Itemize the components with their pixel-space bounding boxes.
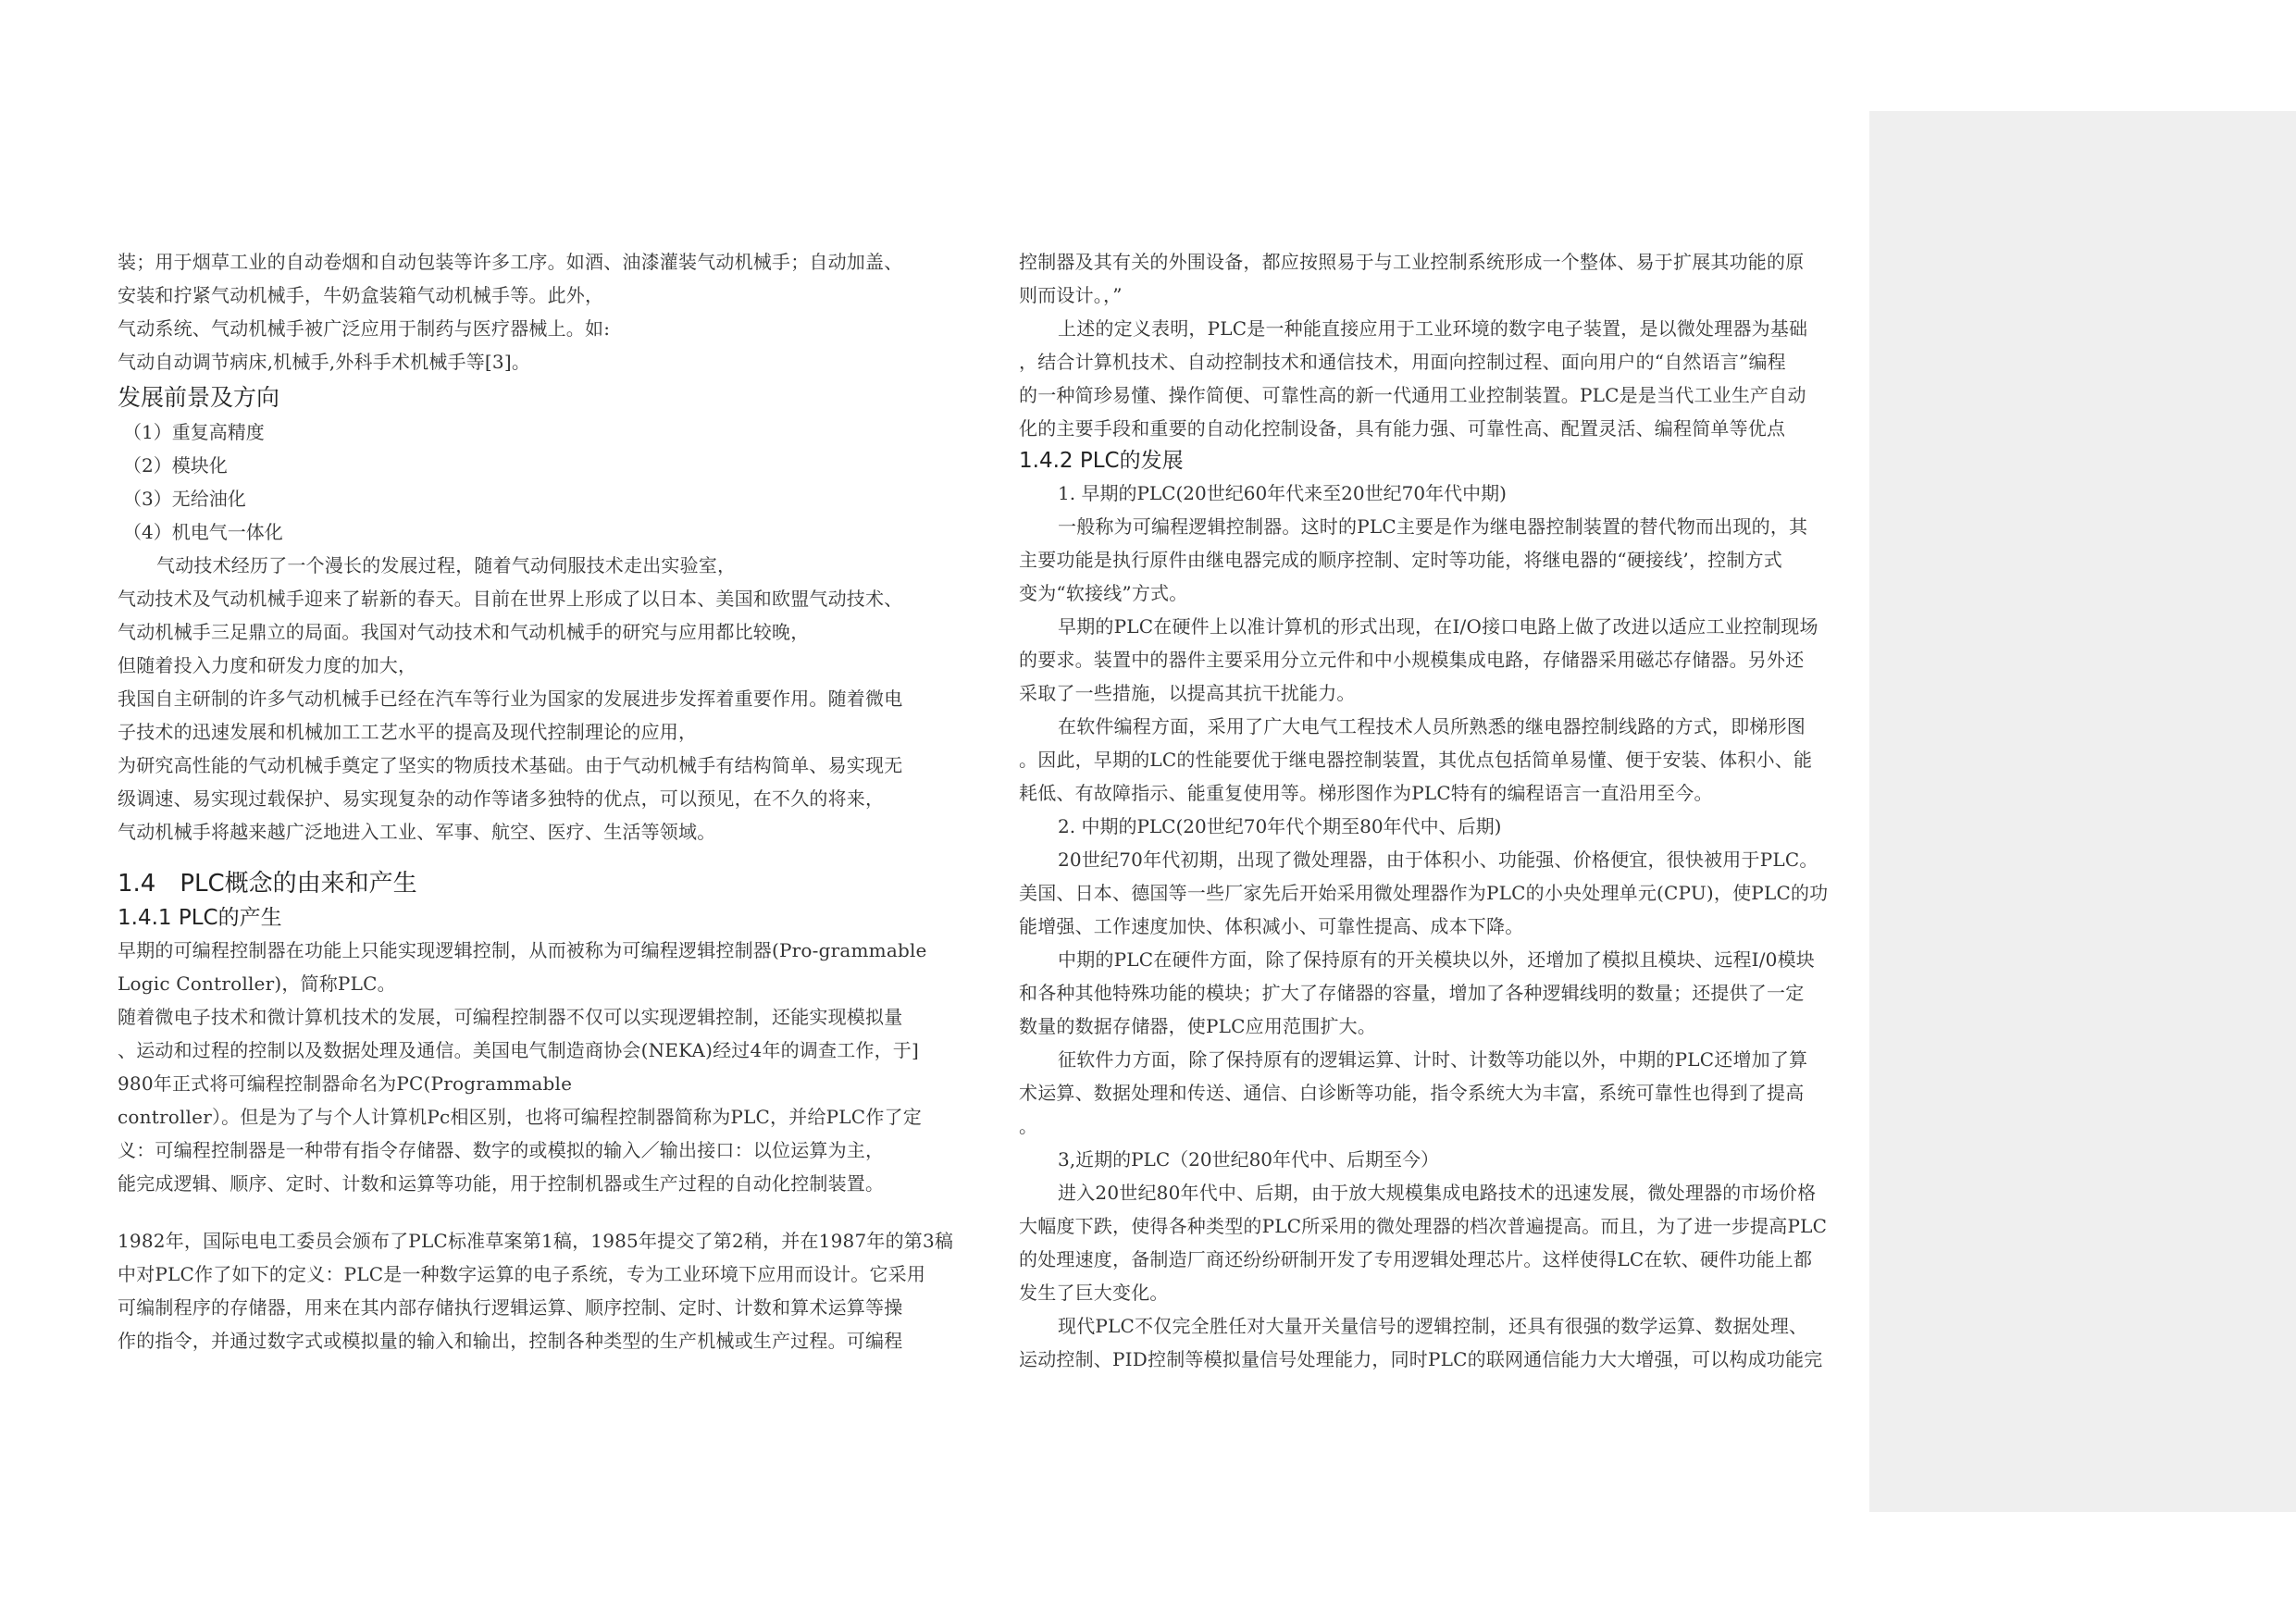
text-line: 级调速、易实现过载保护、易实现复杂的动作等诸多独特的优点，可以预见，在不久的将来， <box>118 787 885 810</box>
text-line: 980年正式将可编程控制器命名为PC(Programmable <box>118 1072 573 1095</box>
early-paragraph-3 <box>1019 710 1856 810</box>
mid-paragraph-2 <box>1019 943 1856 1043</box>
list-item: （3）无给油化 <box>123 488 246 510</box>
text-line: 早期的可编程控制器在功能上只能实现逻辑控制，从而被称为可编程逻辑控制器(Pro-grammable <box>118 939 927 961</box>
text-line: 。 <box>1019 1115 1038 1137</box>
text-line: 作的指令，并通过数字式或模拟量的输入和输出，控制各种类型的生产机械或生产过程。可编程 <box>118 1330 903 1352</box>
text-line: 子技术的迅速发展和机械加工工艺水平的提高及现代控制理论的应用， <box>118 721 698 743</box>
text-line: 能增强、工作速度加快、体积减小、可靠性提高、成本下降。 <box>1019 915 1524 937</box>
text-line: 的一种简珍易懂、操作简便、可靠性高的新一代通用工业控制装置。PLC是是当代工业生产自动 <box>1019 384 1806 406</box>
section-heading-prospects: 发展前景及方向 <box>118 384 280 411</box>
text-line: 采取了一些措施，以提高其抗干扰能力。 <box>1019 682 1356 704</box>
text-line: 和各种其他特殊功能的模块；扩大了存储器的容量，增加了各种逻辑线明的数量；还提供了一定 <box>1019 982 1805 1004</box>
text-line: 现代PLC不仅完全胜任对大量开关量信号的逻辑控制，还具有很强的数学运算、数据处理、 <box>1058 1315 1808 1337</box>
pneumatic-paragraph <box>118 549 956 849</box>
prospects-list <box>118 415 956 549</box>
text-line: 我国自主研制的许多气动机械手已经在汽车等行业为国家的发展进步发挥着重要作用。随着微电 <box>118 688 903 710</box>
intro-block <box>118 245 956 378</box>
text-line: 但随着投入力度和研发力度的加大， <box>118 654 417 676</box>
section-heading-1-4-2: 1.4.2 PLC的发展 <box>1019 449 1184 473</box>
text-line: 。因此，早期的LC的性能要优于继电器控制装置，其优点包括简单易懂、便于安装、体积小、能 <box>1019 749 1813 771</box>
text-line: 在软件编程方面，采用了广大电气工程技术人员所熟悉的继电器控制线路的方式，即梯形图 <box>1058 715 1806 737</box>
text-line: 义：可编程控制器是一种带有指令存储器、数字的或模拟的输入／输出接口：以位运算为主， <box>118 1139 885 1161</box>
side-margin-panel <box>1869 111 2296 1512</box>
text-line: 安装和拧紧气动机械手，牛奶盒装箱气动机械手等。此外， <box>118 284 604 306</box>
text-line: 20世纪70年代初期，出现了微处理器，由于体积小、功能强、价格便宜，很快被用于PLC。 <box>1058 849 1818 871</box>
text-line: ，结合计算机技术、自动控制技术和通信技术，用面向控制过程、面向用户的“自然语言”编程 <box>1019 351 1786 373</box>
text-line: 进入20世纪80年代中、后期，由于放大规模集成电路技术的迅速发展，微处理器的市场价格 <box>1058 1182 1817 1204</box>
plc-definition-paragraph <box>118 1224 956 1357</box>
text-line: 术运算、数据处理和传送、通信、白诊断等功能，指令系统大为丰富，系统可靠性也得到了提高 <box>1019 1082 1805 1104</box>
text-line: 变为“软接线”方式。 <box>1019 582 1188 604</box>
text-line: 气动机械手将越来越广泛地进入工业、军事、航空、医疗、生活等领域。 <box>118 821 716 843</box>
subsection-title-early: 1. 早期的PLC(20世纪60年代来至20世纪70年代中期) <box>1058 482 1507 504</box>
text-line: 气动系统、气动机械手被广泛应用于制药与医疗器械上。如: <box>118 317 611 340</box>
continuation-block <box>1019 245 1856 312</box>
text-line: 化的主要手段和重要的自动化控制设备，具有能力强、可靠性高、配置灵活、编程简单等优点 <box>1019 417 1786 440</box>
text-line: 一般称为可编程逻辑控制器。这时的PLC主要是作为继电器控制装置的替代物而出现的，其 <box>1058 515 1808 538</box>
text-line: 大幅度下跌，使得各种类型的PLC所采用的微处理器的档次普遍提高。而且，为了进一步提高PLC <box>1019 1215 1828 1237</box>
text-line: 美国、日本、德国等一些厂家先后开始采用微处理器作为PLC的小央处理单元(CPU)，使PLC的功 <box>1019 882 1829 904</box>
early-paragraph-1 <box>1019 510 1856 610</box>
list-item: （4）机电气一体化 <box>123 521 283 543</box>
text-line: 的要求。装置中的器件主要采用分立元件和中小规模集成电路，存储器采用磁芯存储器。另外还 <box>1019 649 1805 671</box>
text-line: 为研究高性能的气动机械手奠定了坚实的物质技术基础。由于气动机械手有结构简单、易实现无 <box>118 754 903 776</box>
text-line: 发生了巨大变化。 <box>1019 1282 1169 1304</box>
left-column <box>118 245 956 1357</box>
section-heading-1-4: 1.4 PLC概念的由来和产生 <box>118 870 417 898</box>
plc-origin-paragraph <box>118 934 956 1200</box>
text-line: 装；用于烟草工业的自动卷烟和自动包装等许多工序。如酒、油漆灌装气动机械手；自动加盖、 <box>118 251 903 273</box>
section-heading-1-4-1: 1.4.1 PLC的产生 <box>118 906 282 930</box>
text-line: 中对PLC作了如下的定义：PLC是一种数字运算的电子系统，专为工业环境下应用而设计。它采用 <box>118 1263 926 1285</box>
text-line: 、运动和过程的控制以及数据处理及通信。美国电气制造商协会(NEKA)经过4年的调查工作，于] <box>118 1039 920 1061</box>
text-line: 可编制程序的存储器，用来在其内部存储执行逻辑运算、顺序控制、定时、计数和算术运算等操 <box>118 1296 903 1319</box>
text-line: 征软件力方面，除了保持原有的逻辑运算、计时、计数等功能以外，中期的PLC还增加了算 <box>1058 1048 1808 1071</box>
text-line: controller）。但是为了与个人计算机Pc相区别，也将可编程控制器简称为PLC，并给PLC作了定 <box>118 1106 922 1128</box>
right-column <box>1019 245 1856 1376</box>
text-line: 气动自动调节病床,机械手,外科手术机械手等[3]。 <box>118 351 531 373</box>
text-line: 则而设计。，” <box>1019 284 1123 306</box>
list-item: （2）模块化 <box>123 454 228 477</box>
text-line: 主要功能是执行原件由继电器完成的顺序控制、定时等功能，将继电器的“硬接线’，控制方式 <box>1019 549 1782 571</box>
list-item: （1）重复高精度 <box>123 421 265 443</box>
text-line: 耗低、有故障指示、能重复使用等。梯形图作为PLC特有的编程语言一直沿用至今。 <box>1019 782 1713 804</box>
text-line: 控制器及其有关的外围设备，都应按照易于与工业控制系统形成一个整体、易于扩展其功能的原 <box>1019 251 1805 273</box>
subsection-title-mid: 2. 中期的PLC(20世纪70年代个期至80年代中、后期) <box>1058 815 1502 837</box>
subsection-title-late: 3,近期的PLC（20世纪80年代中、后期至今） <box>1058 1148 1440 1171</box>
text-line: 1982年，国际电电工委员会颁布了PLC标准草案第1稿，1985年提交了第2稍，并在1987年的第3稿 <box>118 1230 954 1252</box>
early-paragraph-2 <box>1019 610 1856 710</box>
mid-paragraph-1 <box>1019 843 1856 943</box>
text-line: 数量的数据存储器，使PLC应用范围扩大。 <box>1019 1015 1377 1037</box>
text-line: 气动机械手三足鼎立的局面。我国对气动技术和气动机械手的研究与应用都比较晚， <box>118 621 810 643</box>
text-line: 随着微电子技术和微计算机技术的发展，可编程控制器不仅可以实现逻辑控制，还能实现模拟量 <box>118 1006 903 1028</box>
text-line: 运动控制、PID控制等模拟量信号处理能力，同时PLC的联网通信能力大大增强，可以构成功能完 <box>1019 1348 1823 1370</box>
text-line: Logic Controller)，简称PLC。 <box>118 973 396 995</box>
text-line: 气动技术及气动机械手迎来了崭新的春天。目前在世界上形成了以日本、美国和欧盟气动技术、 <box>118 588 903 610</box>
text-line: 能完成逻辑、顺序、定时、计数和运算等功能，用于控制机器或生产过程的自动化控制装置。 <box>118 1172 885 1195</box>
late-paragraph-1 <box>1019 1176 1856 1309</box>
text-line: 气动技术经历了一个漫长的发展过程，随着气动伺服技术走出实验室， <box>156 554 737 576</box>
mid-paragraph-3 <box>1019 1043 1856 1143</box>
text-line: 的处理速度，备制造厂商还纷纷研制开发了专用逻辑处理芯片。这样使得LC在软、硬件功能上都 <box>1019 1248 1813 1270</box>
text-line: 早期的PLC在硬件上以准计算机的形式出现，在I/O接口电路上做了改进以适应工业控制现场 <box>1058 615 1818 638</box>
text-line: 中期的PLC在硬件方面，除了保持原有的开关模块以外，还增加了模拟且模块、远程I/0模块 <box>1058 948 1816 971</box>
text-line: 上述的定义表明，PLC是一种能直接应用于工业环境的数字电子装置，是以微处理器为基础 <box>1058 317 1808 340</box>
definition-explanation-paragraph <box>1019 312 1856 445</box>
late-paragraph-2 <box>1019 1309 1856 1376</box>
